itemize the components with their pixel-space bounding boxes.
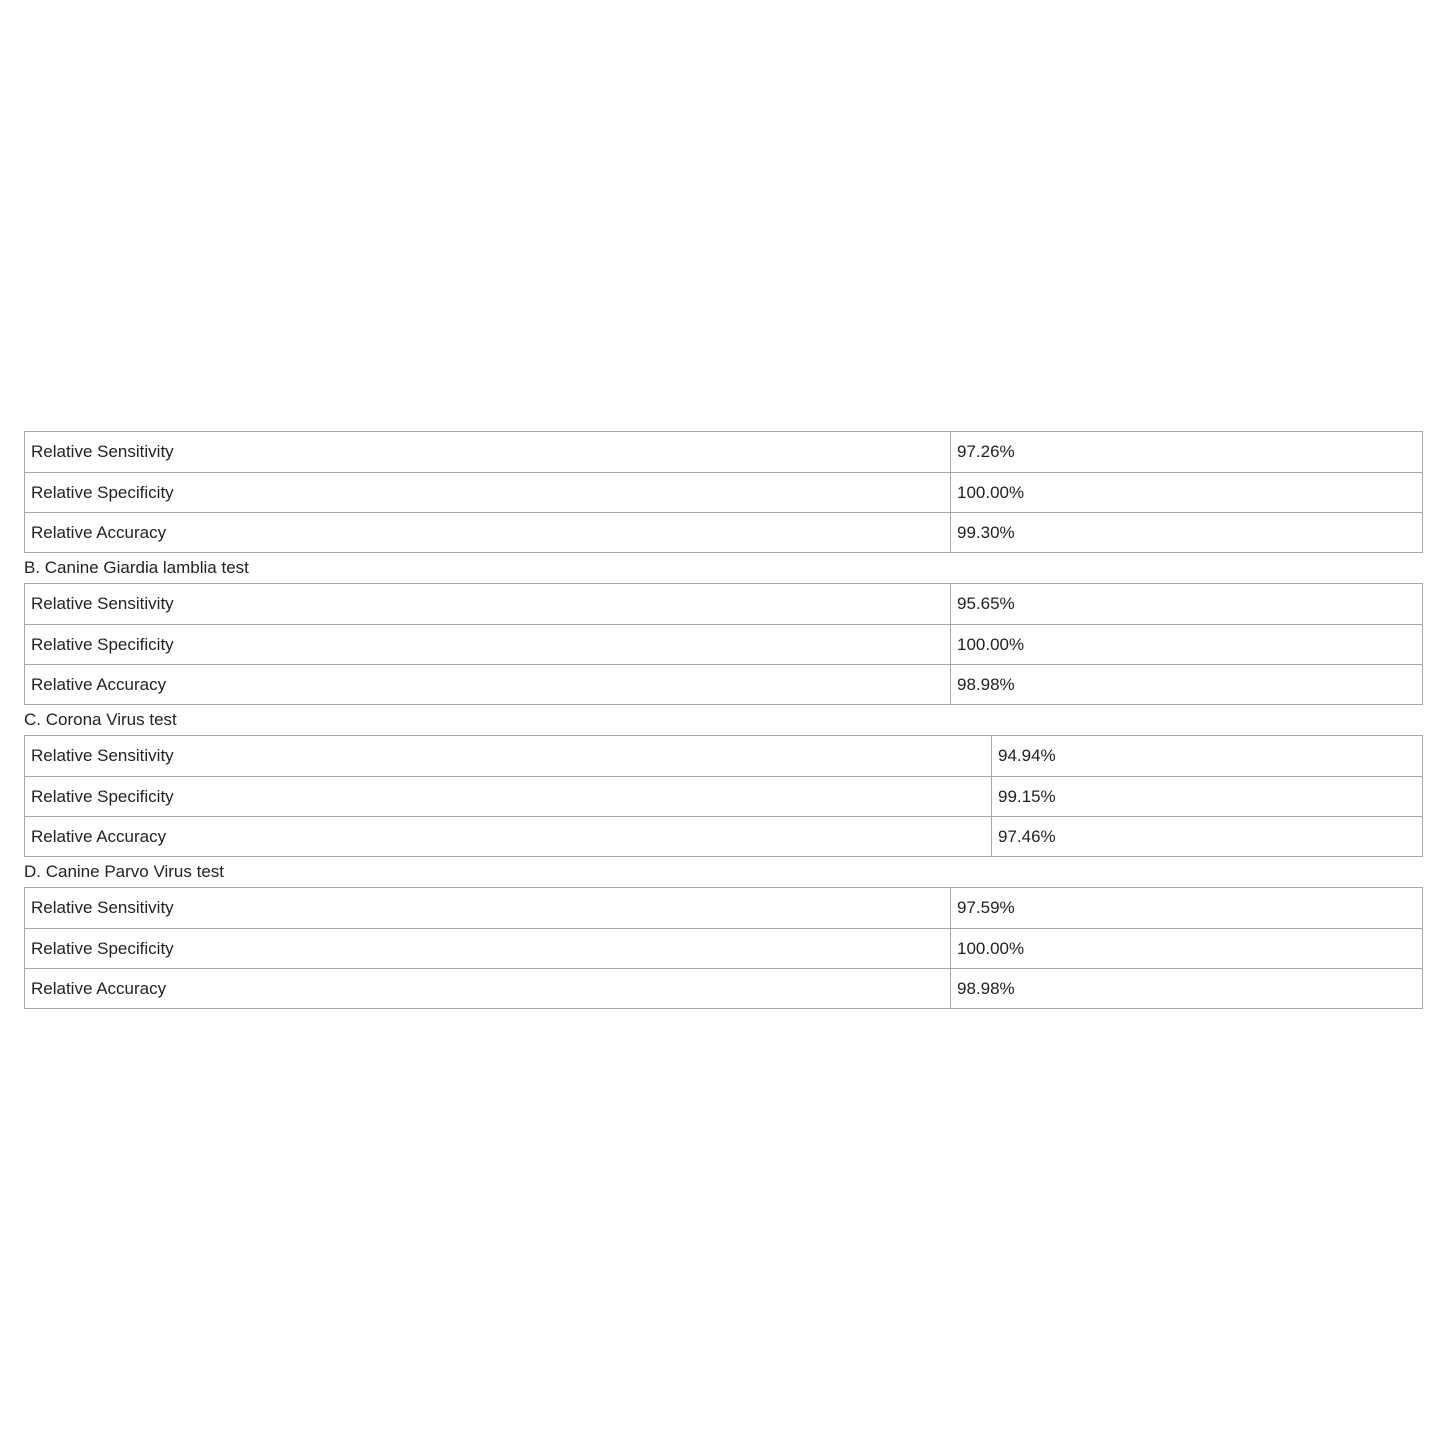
metrics-table-a (24, 431, 1423, 553)
metric-value: 97.26% (951, 432, 1423, 473)
metric-label: Relative Specificity (25, 625, 951, 665)
section-title-parvo: D. Canine Parvo Virus test (24, 862, 224, 881)
metric-value: 95.65% (951, 584, 1423, 625)
metric-value: 100.00% (951, 473, 1423, 513)
metric-label: Relative Sensitivity (25, 888, 951, 929)
section-title-giardia: B. Canine Giardia lamblia test (24, 558, 249, 577)
metric-label: Relative Accuracy (25, 665, 951, 705)
table-row (25, 929, 1423, 969)
metric-value: 100.00% (951, 625, 1423, 665)
table-row (25, 777, 1423, 817)
table-row (25, 513, 1423, 553)
metric-value: 98.98% (951, 665, 1423, 705)
table-row (25, 888, 1423, 929)
table-row (25, 473, 1423, 513)
metric-label: Relative Sensitivity (25, 736, 992, 777)
table-row (25, 736, 1423, 777)
metrics-table-d (24, 887, 1423, 1009)
metric-value: 99.30% (951, 513, 1423, 553)
table-row (25, 432, 1423, 473)
metric-value: 97.46% (992, 817, 1423, 857)
metrics-table-b (24, 583, 1423, 705)
metric-value: 97.59% (951, 888, 1423, 929)
metric-label: Relative Specificity (25, 473, 951, 513)
metric-label: Relative Sensitivity (25, 432, 951, 473)
metric-label: Relative Accuracy (25, 513, 951, 553)
table-row (25, 969, 1423, 1009)
metric-value: 94.94% (992, 736, 1423, 777)
metric-label: Relative Accuracy (25, 817, 992, 857)
metric-label: Relative Specificity (25, 929, 951, 969)
table-row (25, 665, 1423, 705)
metric-value: 98.98% (951, 969, 1423, 1009)
table-row (25, 625, 1423, 665)
metric-value: 99.15% (992, 777, 1423, 817)
metric-value: 100.00% (951, 929, 1423, 969)
table-row (25, 584, 1423, 625)
metric-label: Relative Accuracy (25, 969, 951, 1009)
metrics-table-c (24, 735, 1423, 857)
section-title-corona: C. Corona Virus test (24, 710, 177, 729)
metric-label: Relative Sensitivity (25, 584, 951, 625)
document-content (24, 431, 1422, 1009)
metric-label: Relative Specificity (25, 777, 992, 817)
table-row (25, 817, 1423, 857)
